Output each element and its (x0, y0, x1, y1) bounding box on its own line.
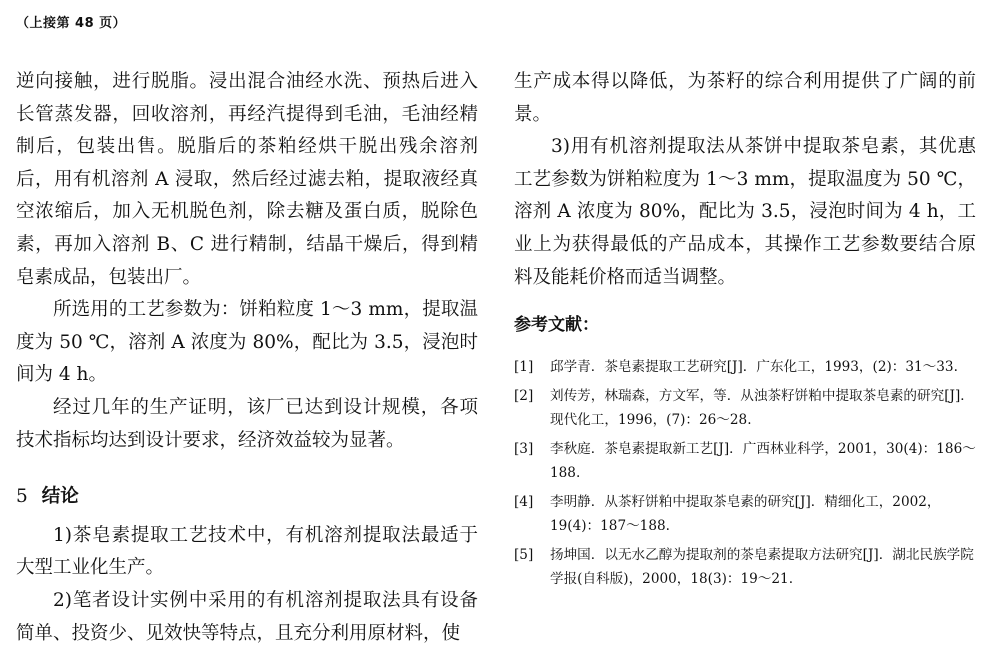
reference-number: [1] (514, 359, 534, 376)
conclusion-2-continued: 生产成本得以降低，为茶籽的综合利用提供了广阔的前景。 (514, 71, 976, 125)
reference-text: 邱学青．茶皂素提取工艺研究[J]．广东化工，1993，(2)：31～33. (550, 359, 958, 376)
left-column (16, 66, 478, 650)
reference-text: 扬坤国．以无水乙醇为提取剂的茶皂素提取方法研究[J]．湖北民族学院学报(自科版)，2000，18(3)：19～21. (550, 546, 974, 588)
reference-item (514, 543, 976, 592)
reference-number: [2] (514, 387, 534, 404)
references-list (514, 355, 976, 592)
reference-item (514, 490, 976, 539)
section-number: 5 (16, 486, 28, 508)
reference-number: [3] (514, 440, 534, 457)
right-column (514, 66, 976, 596)
references-title: 参考文献： (514, 315, 599, 336)
conclusion-2: 2)笔者设计实例中采用的有机溶剂提取法具有设备简单、投资少、见效快等特点，且充分利用原材料，使 (16, 589, 478, 644)
reference-item (514, 384, 976, 433)
conclusion-3: 3)用有机溶剂提取法从茶饼中提取茶皂素，其优惠工艺参数为饼粕粒度为 1～3 mm，提取温度为 50 ℃，溶剂 A 浓度为 80%，配比为 3.5，浸泡时间为 4 h，工业上为获得最低的产品成本，其操作工艺参数要结合原料及能耗价格而适当调整。 (514, 136, 976, 288)
reference-item (514, 437, 976, 486)
reference-number: [4] (514, 493, 534, 510)
section-title: 结论 (41, 486, 79, 508)
reference-number: [5] (514, 546, 534, 563)
paragraph-production: 经过几年的生产证明，该厂已达到设计规模，各项技术指标均达到设计要求，经济效益较为显著。 (16, 396, 478, 451)
conclusion-1: 1)茶皂素提取工艺技术中，有机溶剂提取法最适于大型工业化生产。 (16, 524, 478, 579)
reference-text: 刘传芳，林瑞森，方文军，等．从浊茶籽饼粕中提取茶皂素的研究[J]．现代化工，1996，(7)：26～28. (550, 387, 974, 429)
reference-text: 李秋庭．茶皂素提取新工艺[J]．广西林业科学，2001，30(4)：186～188. (550, 440, 976, 482)
paragraph-parameters: 所选用的工艺参数为：饼粕粒度 1～3 mm，提取温度为 50 ℃，溶剂 A 浓度为 80%，配比为 3.5，浸泡时间为 4 h。 (16, 299, 478, 386)
reference-text: 李明静．从茶籽饼粕中提取茶皂素的研究[J]．精细化工，2002，19(4)：187～188. (550, 493, 941, 535)
page-continuation-note: （上接第 48 页） (16, 16, 127, 31)
section-heading (16, 481, 478, 514)
paragraph-process: 逆向接触，进行脱脂。浸出混合油经水洗、预热后进入长管蒸发器，回收溶剂，再经汽提得到毛油，毛油经精制后，包装出售。脱脂后的茶粕经烘干脱出残余溶剂后，用有机溶剂 A 浸取，然后经过滤去粕，提取液经真空浓缩后，加入无机脱色剂，除去糖及蛋白质，脱除色素，再加入溶剂 B、C 进行精制，结晶干燥后，得到精皂素成品，包装出厂。 (16, 71, 478, 288)
reference-item (514, 355, 976, 380)
